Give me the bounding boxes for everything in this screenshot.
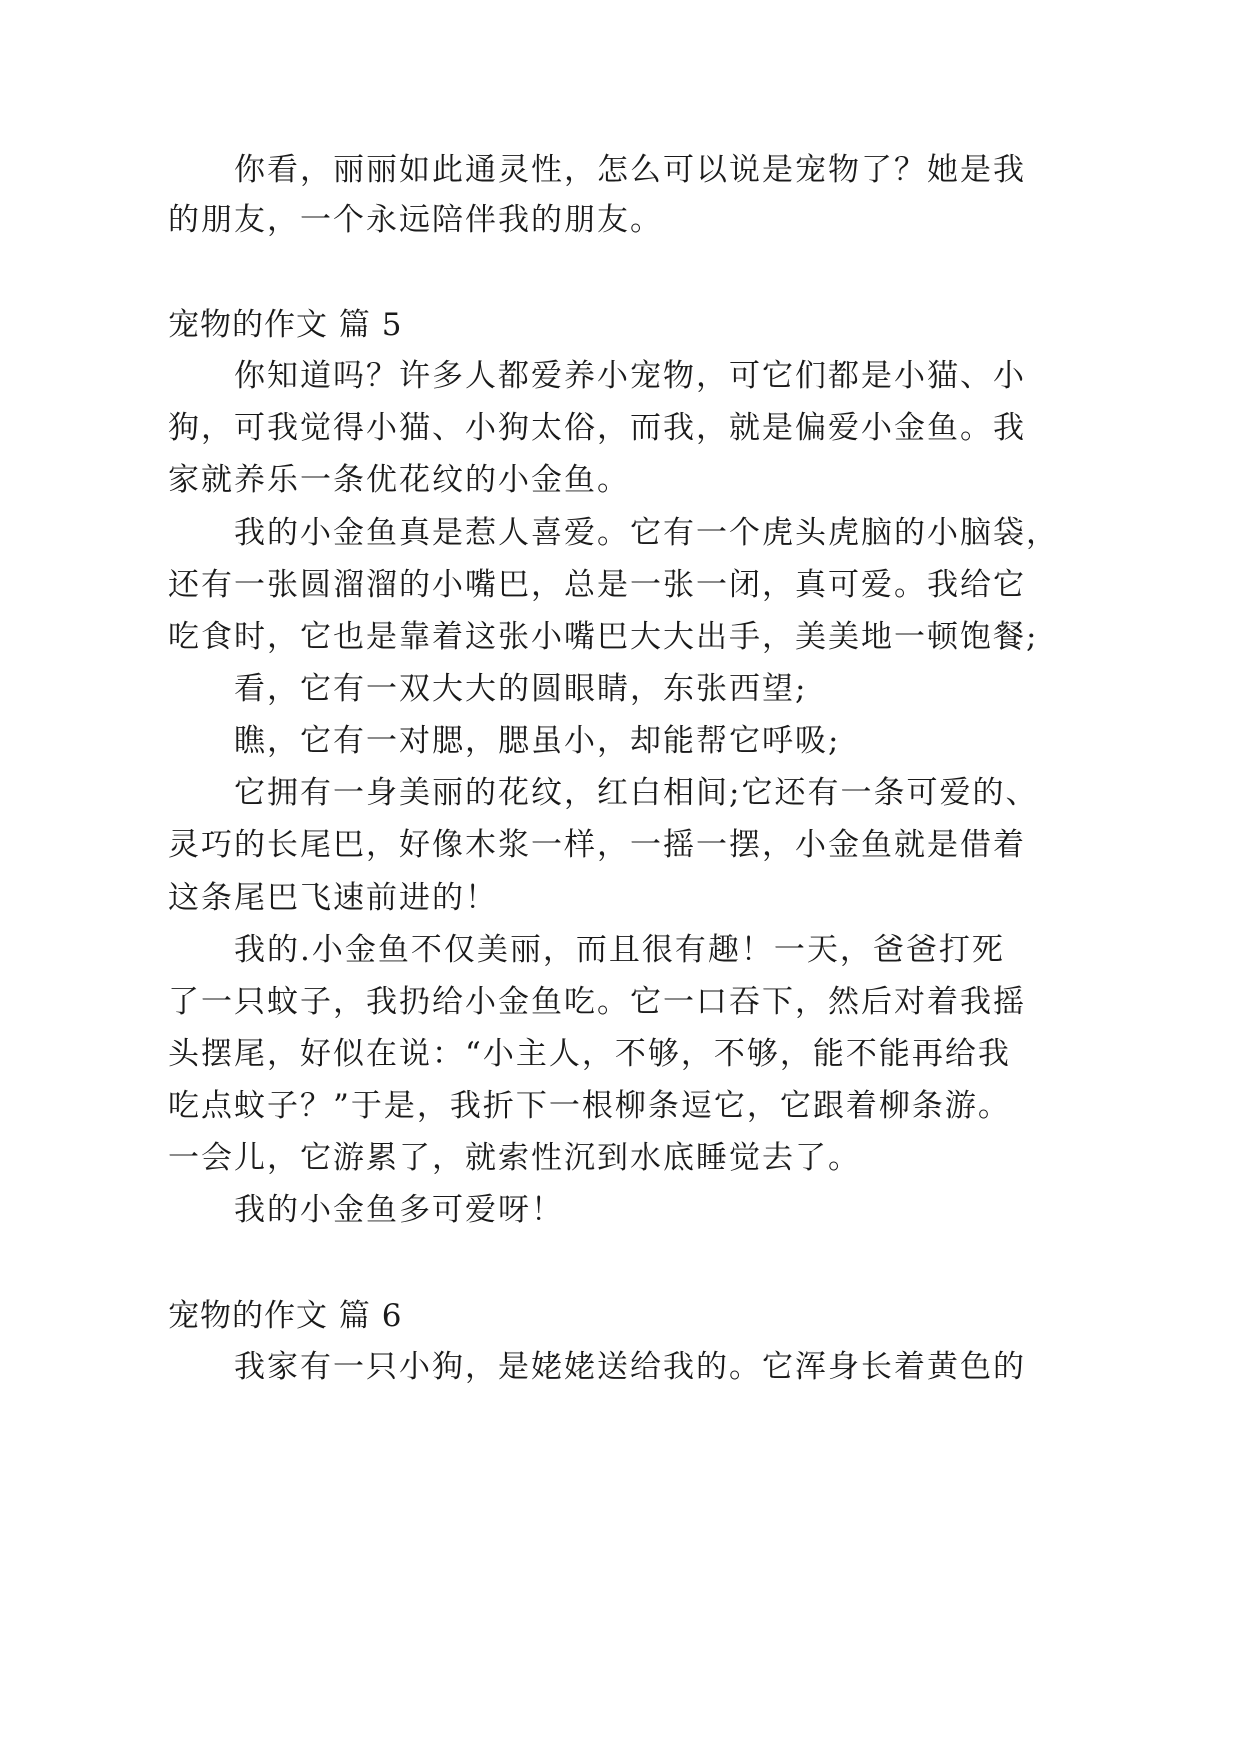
section-heading: 宠物的作文 篇 5: [168, 307, 403, 343]
paragraph-line: 我的小金鱼多可爱呀！: [234, 1192, 564, 1228]
paragraph-line: 你看，丽丽如此通灵性，怎么可以说是宠物了？她是我: [234, 152, 1026, 188]
paragraph-line: 我家有一只小狗，是姥姥送给我的。它浑身长着黄色的: [234, 1349, 1026, 1385]
paragraph-line: 灵巧的长尾巴，好像木浆一样，一摇一摆，小金鱼就是借着: [168, 827, 1026, 863]
paragraph-line: 吃点蚊子？”于是，我折下一根柳条逗它，它跟着柳条游。: [168, 1088, 1011, 1124]
paragraph-line: 家就养乐一条优花纹的小金鱼。: [168, 462, 630, 498]
paragraph-line: 这条尾巴飞速前进的！: [168, 880, 498, 916]
paragraph-line: 一会儿，它游累了，就索性沉到水底睡觉去了。: [168, 1140, 861, 1176]
paragraph-line: 你知道吗？许多人都爱养小宠物，可它们都是小猫、小: [234, 358, 1026, 394]
paragraph-line: 还有一张圆溜溜的小嘴巴，总是一张一闭，真可爱。我给它: [168, 567, 1026, 603]
paragraph-line: 瞧，它有一对腮，腮虽小，却能帮它呼吸;: [234, 723, 841, 759]
paragraph-line: 吃食时，它也是靠着这张小嘴巴大大出手，美美地一顿饱餐;: [168, 619, 1039, 655]
paragraph-line: 头摆尾，好似在说：“小主人，不够，不够，能不能再给我: [168, 1036, 1011, 1072]
paragraph-line: 的朋友，一个永远陪伴我的朋友。: [168, 202, 663, 238]
paragraph-line: 了一只蚊子，我扔给小金鱼吃。它一口吞下，然后对着我摇: [168, 984, 1026, 1020]
paragraph-line: 它拥有一身美丽的花纹，红白相间;它还有一条可爱的、: [234, 775, 1039, 811]
section-heading: 宠物的作文 篇 6: [168, 1298, 403, 1334]
paragraph-line: 我的小金鱼真是惹人喜爱。它有一个虎头虎脑的小脑袋，: [234, 515, 1059, 551]
paragraph-line: 狗，可我觉得小猫、小狗太俗，而我，就是偏爱小金鱼。我: [168, 410, 1026, 446]
paragraph-line: 看，它有一双大大的圆眼睛，东张西望;: [234, 671, 808, 707]
paragraph-line: 我的.小金鱼不仅美丽，而且很有趣！一天，爸爸打死: [234, 932, 1005, 968]
